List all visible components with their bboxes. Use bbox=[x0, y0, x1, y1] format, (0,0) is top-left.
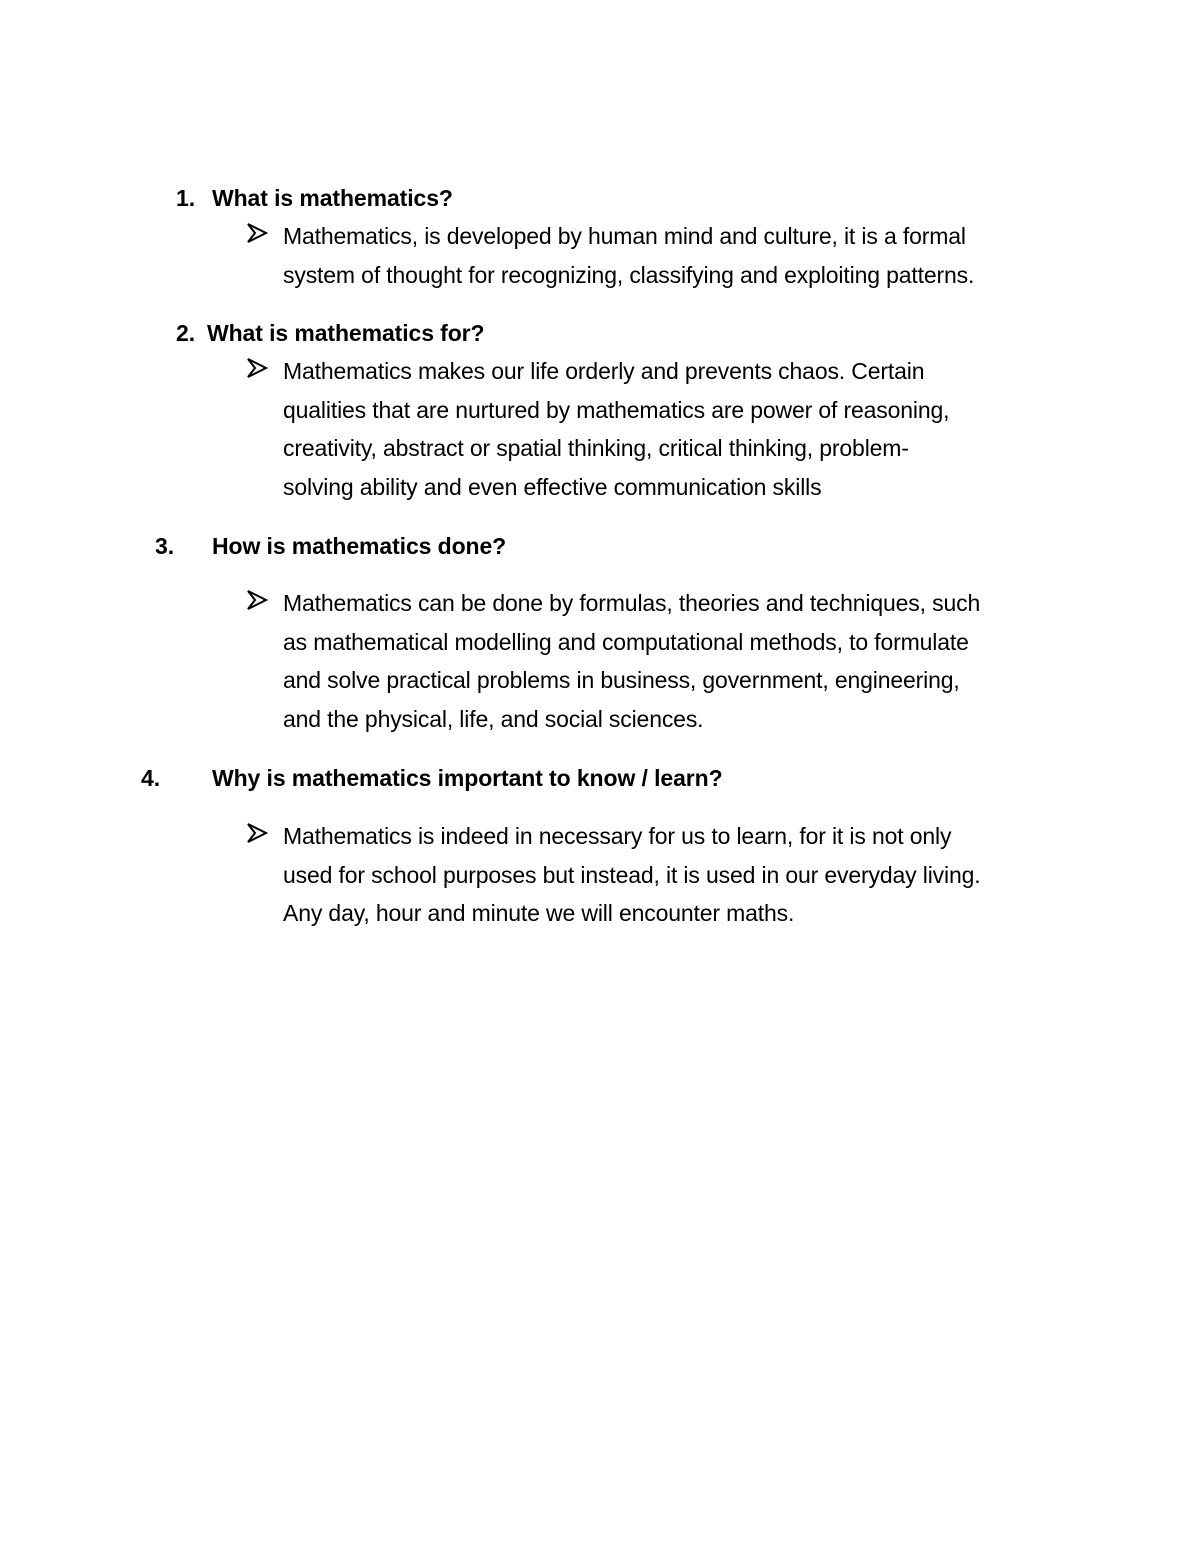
answer-line: solving ability and even effective communication skills bbox=[283, 473, 822, 500]
answer-4-text bbox=[283, 817, 1073, 933]
answer-line: Mathematics makes our life orderly and prevents chaos. Certain bbox=[283, 358, 925, 384]
question-4-title: Why is mathematics important to know / learn? bbox=[212, 765, 723, 791]
answer-line: qualities that are nurtured by mathematics are power of reasoning, bbox=[283, 396, 950, 423]
answer-line: creativity, abstract or spatial thinking, critical thinking, problem- bbox=[283, 435, 909, 461]
answer-1-text bbox=[283, 217, 1073, 294]
question-1-title: What is mathematics? bbox=[212, 185, 453, 211]
arrowhead-bullet-icon bbox=[246, 222, 268, 244]
answer-line: Any day, hour and minute we will encounter maths. bbox=[283, 900, 795, 926]
arrowhead-bullet-icon bbox=[246, 589, 268, 611]
answer-line: used for school purposes but instead, it is used in our everyday living. bbox=[283, 861, 981, 888]
answer-line: Mathematics can be done by formulas, theories and techniques, such bbox=[283, 590, 981, 616]
arrowhead-bullet-icon bbox=[246, 357, 268, 379]
answer-line: system of thought for recognizing, classifying and exploiting patterns. bbox=[283, 261, 975, 288]
arrowhead-bullet-icon bbox=[246, 822, 268, 844]
question-3-title: How is mathematics done? bbox=[212, 533, 507, 559]
answer-3-text bbox=[283, 584, 1073, 738]
answer-2-text bbox=[283, 352, 1073, 506]
answer-line: and solve practical problems in business, government, engineering, bbox=[283, 667, 960, 693]
answer-line: Mathematics, is developed by human mind and culture, it is a formal bbox=[283, 223, 966, 249]
answer-line: Mathematics is indeed in necessary for us to learn, for it is not only bbox=[283, 823, 952, 849]
question-2-title: What is mathematics for? bbox=[207, 320, 485, 346]
question-4-number: 4. bbox=[141, 765, 160, 791]
answer-line: as mathematical modelling and computational methods, to formulate bbox=[283, 628, 969, 655]
question-2-number: 2. bbox=[176, 320, 195, 346]
question-3-number: 3. bbox=[155, 533, 174, 559]
question-1-number: 1. bbox=[176, 185, 195, 211]
answer-line: and the physical, life, and social sciences. bbox=[283, 705, 704, 732]
